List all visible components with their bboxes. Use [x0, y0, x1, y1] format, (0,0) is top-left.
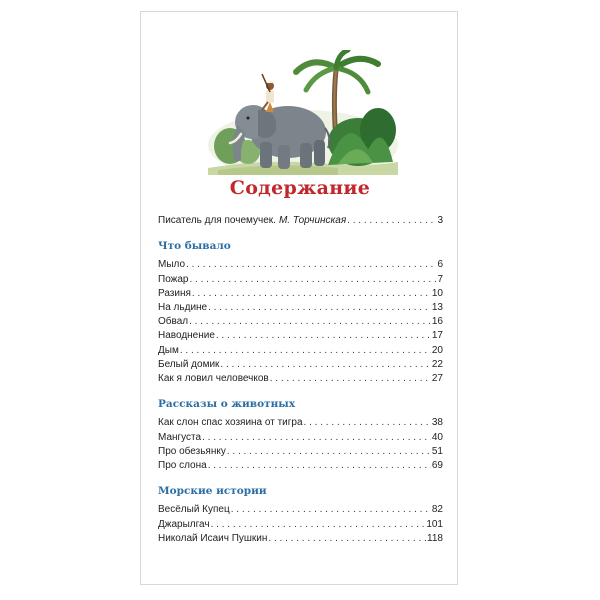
table-of-contents: [158, 214, 443, 546]
toc-entry: [158, 273, 443, 287]
entry-title: Про слона: [158, 460, 207, 472]
page-number: 40: [431, 431, 443, 443]
toc-entry: [158, 258, 443, 272]
page-number: 7: [437, 273, 443, 285]
page-number: 82: [431, 504, 443, 516]
dot-leader: [202, 431, 431, 445]
entry-title: Писатель для почемучек.: [158, 215, 276, 226]
entry-title: Обвал: [158, 316, 189, 328]
entry-title: На льдине: [158, 302, 208, 314]
entry-title: Белый домик: [158, 358, 220, 370]
dot-leader: [227, 445, 431, 459]
toc-title: Содержание: [229, 177, 371, 199]
page-number: 69: [431, 460, 443, 472]
dot-leader: [268, 532, 426, 546]
entry-title: Мыло: [158, 259, 186, 271]
toc-entry: [158, 344, 443, 358]
entry-title: Весёлый Купец: [158, 504, 230, 516]
dot-leader: [180, 344, 431, 358]
page-number: 16: [431, 316, 443, 328]
dot-leader: [189, 273, 436, 287]
page-number: 20: [431, 344, 443, 356]
page-number: 17: [431, 330, 443, 342]
dot-leader: [208, 459, 431, 473]
toc-entry: [158, 532, 443, 546]
page-number: 38: [431, 417, 443, 429]
dot-leader: [270, 372, 431, 386]
toc-entry: [158, 416, 443, 430]
toc-entry: [158, 315, 443, 329]
entry-title: Мангуста: [158, 431, 202, 443]
page-number: 22: [431, 358, 443, 370]
entry-title: Как я ловил человечков: [158, 373, 269, 385]
toc-entry: [158, 372, 443, 386]
section-heading: Морские истории: [158, 485, 267, 498]
page-number: 101: [426, 518, 443, 530]
toc-entry: [158, 214, 443, 228]
page-number: 118: [427, 532, 443, 544]
entry-title: Дым: [158, 344, 179, 356]
dot-leader: [186, 258, 436, 272]
entry-title: Джарылгач: [158, 518, 210, 530]
entry-title: Разиня: [158, 287, 191, 299]
dot-leader: [220, 358, 430, 372]
page-number: 27: [431, 373, 443, 385]
toc-entry: [158, 459, 443, 473]
toc-entry: [158, 358, 443, 372]
toc-entry: [158, 518, 443, 532]
elephant-with-rider-illustration: [208, 50, 398, 175]
section-heading: Что бывало: [158, 240, 231, 253]
toc-entry: [158, 287, 443, 301]
entry-title: Как слон спас хозяина от тигра: [158, 417, 303, 429]
toc-entry: [158, 503, 443, 517]
dot-leader: [347, 214, 436, 228]
dot-leader: [216, 329, 431, 343]
dot-leader: [211, 518, 426, 532]
toc-entry: [158, 329, 443, 343]
page-number: 3: [437, 215, 443, 226]
page-number: 10: [431, 287, 443, 299]
section-heading: Рассказы о животных: [158, 398, 296, 411]
page-number: 6: [437, 259, 443, 271]
dot-leader: [189, 315, 431, 329]
page-number: 51: [431, 445, 443, 457]
entry-title: Николай Исаич Пушкин: [158, 532, 268, 544]
toc-entry: [158, 301, 443, 315]
dot-leader: [304, 416, 431, 430]
dot-leader: [231, 503, 431, 517]
entry-author: М. Торчинская: [278, 215, 347, 226]
page-number: 13: [431, 302, 443, 314]
toc-entry: [158, 445, 443, 459]
dot-leader: [208, 301, 431, 315]
entry-title: Пожар: [158, 273, 189, 285]
entry-title: Наводнение: [158, 330, 215, 342]
dot-leader: [192, 287, 431, 301]
entry-title: Про обезьянку: [158, 445, 226, 457]
toc-entry: [158, 431, 443, 445]
